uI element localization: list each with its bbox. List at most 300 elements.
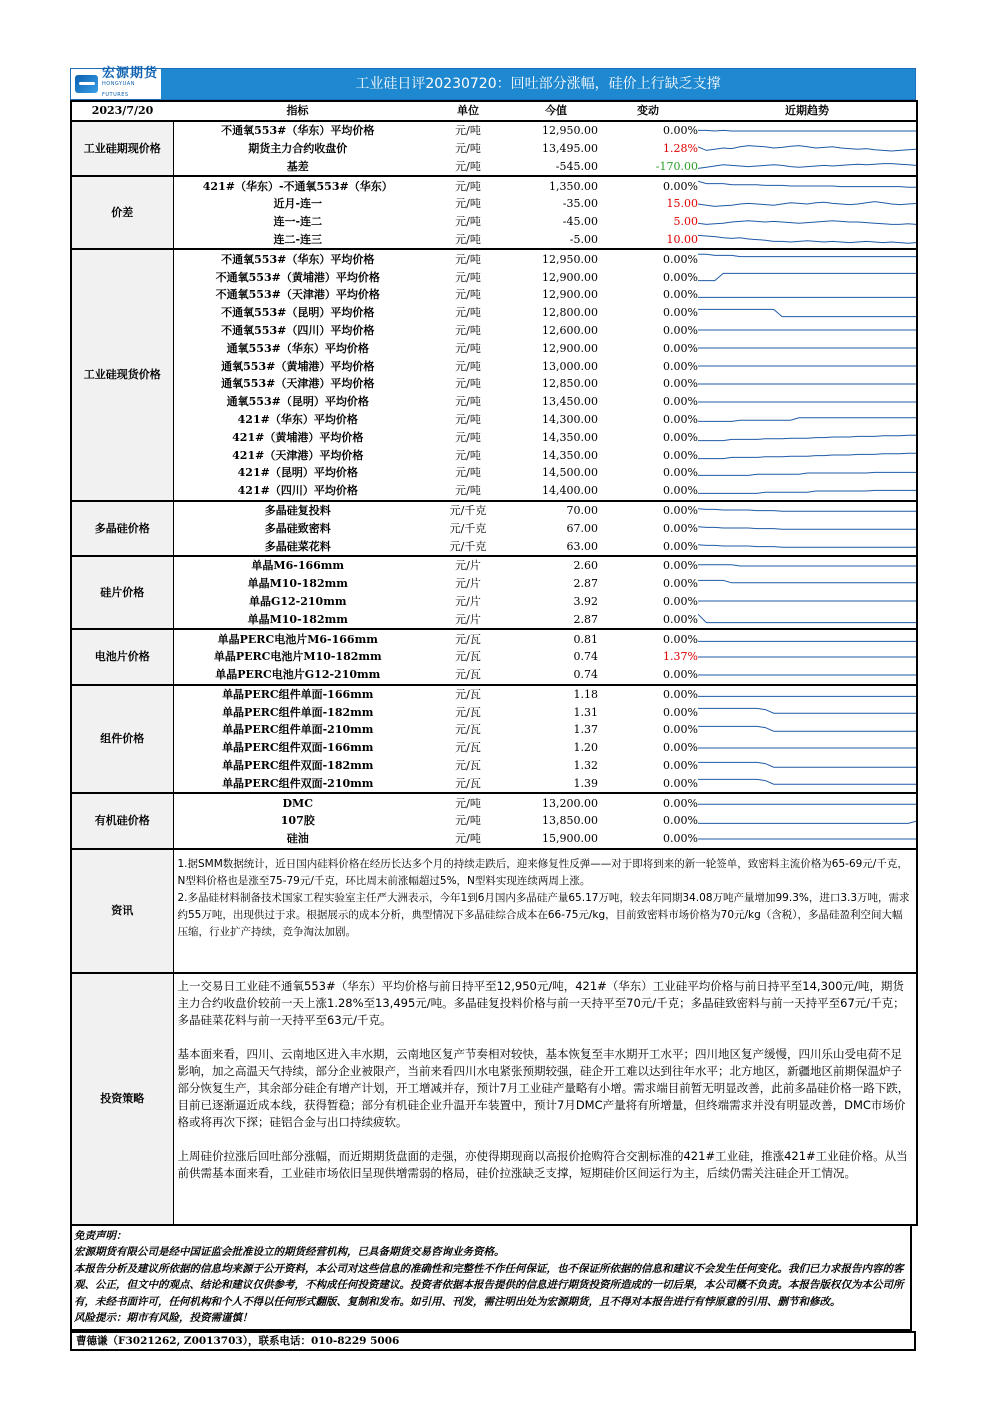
category-label: 硅片价格: [71, 556, 173, 629]
table-row: [71, 213, 917, 231]
indicator-name: 近月-连一: [273, 197, 323, 211]
today-value: 12,600.00: [542, 323, 598, 337]
table-row: [71, 648, 917, 666]
news-item: 1.据SMM数据统计，近日国内硅料价格在经历长达多个月的持续走跌后，迎来修复性反弹——对于即将到来的新一轮签单，致密料主流价格为65-69元/千克，N型料价格也是涨至75-79元/千克，环比周末前涨幅超过5%，N型料实现连续两周上涨。: [177, 857, 908, 887]
change-value: 0.00%: [663, 377, 698, 391]
indicator-name: 不通氧553#（四川）平均价格: [221, 323, 375, 337]
strategy-paragraph: 上周硅价拉涨后回吐部分涨幅，而近期期货盘面的走强，亦使得期现商以高报价抢购符合交割标准的421#工业硅，推涨421#工业硅价格。从当前供需基本面来看，工业硅市场依旧呈现供增需弱的格局，硅价拉涨缺乏支撑，短期硅价区间运行为主，后续仍需关注硅企开工情况。: [177, 1148, 908, 1180]
trend-line: [698, 254, 917, 256]
today-value: 12,900.00: [542, 270, 598, 284]
category-label: 电池片价格: [71, 629, 173, 684]
trend-line: [698, 201, 917, 206]
news-category: 资讯: [71, 849, 173, 973]
trend-sparkline: [698, 196, 917, 212]
change-value: 0.00%: [598, 537, 698, 556]
change-value: 5.00: [673, 215, 698, 229]
trend-line: [698, 418, 917, 422]
indicator-name: 421#（昆明）平均价格: [237, 466, 358, 480]
table-row: [71, 304, 917, 322]
change-value: 0.00%: [663, 179, 698, 193]
unit-cell: 元/吨: [455, 814, 481, 828]
change-value: 0.00%: [663, 466, 698, 480]
table-row: [71, 610, 917, 629]
change-value: 0.00%: [598, 774, 698, 793]
indicator-name: 单晶PERC电池片M10-182mm: [213, 650, 382, 664]
indicator-name: 单晶G12-210mm: [248, 594, 347, 608]
indicator-name: 421#（四川）平均价格: [173, 482, 422, 501]
change-value: 1.28%: [663, 141, 698, 155]
strategy-paragraph: 上一交易日工业硅不通氧553#（华东）平均价格与前日持平至12,950元/吨，421#（华东）工业硅平均价格与前日持平至14,300元/吨，期货主力合约收盘价较前一天上涨1.28%至13,495元/吨。多晶硅复投料价格与前一天持平至70元/千克；多晶硅致密料与前一天持平至67元/千克；多晶硅菜花料与前一天持平至63元/千克。: [177, 978, 905, 1027]
unit-cell: 元/吨: [422, 830, 514, 849]
change-value: 0.00%: [598, 482, 698, 501]
unit-cell: 元/吨: [455, 430, 481, 444]
table-row: [71, 812, 917, 830]
indicator-name: 期货主力合约收盘价: [248, 141, 348, 155]
trend-cell: [698, 575, 917, 593]
unit-cell: 元/吨: [455, 359, 481, 373]
change-value: 0.00%: [663, 796, 698, 810]
table-row: [71, 140, 917, 158]
unit-cell: 元/瓦: [455, 632, 481, 646]
indicator-name: 421#（天津港）平均价格: [232, 448, 364, 462]
unit-cell: 元/瓦: [455, 759, 481, 773]
trend-sparkline: [698, 394, 917, 410]
trend-sparkline: [698, 358, 917, 374]
indicator-name: 单晶PERC组件单面-210mm: [222, 723, 374, 737]
change-value: 0.00%: [663, 359, 698, 373]
today-value: 12,950.00: [542, 252, 598, 266]
trend-sparkline: [698, 429, 917, 445]
change-value: 0.00%: [663, 741, 698, 755]
table-header-row: [71, 101, 917, 121]
today-value: 14,350.00: [542, 430, 598, 444]
indicator-name: 不通氧553#（华东）平均价格: [221, 124, 375, 138]
indicator-name: 通氧553#（华东）平均价格: [226, 341, 369, 355]
unit-cell: 元/瓦: [455, 723, 481, 737]
trend-sparkline: [698, 576, 917, 592]
trend-sparkline: [698, 593, 917, 609]
trend-sparkline: [698, 465, 917, 481]
strategy-row: [71, 973, 917, 1225]
change-value: 0.00%: [663, 412, 698, 426]
trend-line: [698, 146, 917, 151]
indicator-name: DMC: [282, 796, 313, 810]
table-row: [71, 685, 917, 704]
indicator-name: 单晶PERC组件双面-182mm: [222, 759, 374, 773]
indicator-name: 通氧553#（黄埔港）平均价格: [221, 359, 375, 373]
trend-cell: [698, 593, 917, 611]
trend-cell: [698, 721, 917, 739]
table-row: [71, 739, 917, 757]
trend-line: [698, 309, 917, 316]
unit-cell: 元/吨: [455, 252, 481, 266]
indicator-name: 连一-连二: [273, 215, 323, 229]
unit-cell: 元/瓦: [422, 666, 514, 685]
trend-line: [698, 451, 917, 458]
trend-sparkline: [698, 340, 917, 356]
table-row: [71, 703, 917, 721]
indicator-name: 107胶: [280, 814, 315, 828]
indicator-name: 421#（华东）-不通氧553#（华东）: [202, 179, 393, 193]
indicator-name: 多晶硅致密料: [264, 521, 331, 535]
unit-cell: 元/吨: [455, 466, 481, 480]
logo-name-en: HONGYUAN FUTURES: [102, 80, 135, 98]
trend-sparkline: [698, 178, 917, 194]
disclaimer-line: 风险提示：期市有风险，投资需谨慎！: [74, 1312, 253, 1325]
change-value: 0.00%: [663, 503, 698, 517]
analyst-contact: 曹德谦（F3021262, Z0013703），联系电话：010-8229 5006: [70, 1331, 916, 1351]
unit-cell: 元/吨: [455, 323, 481, 337]
indicator-name: 通氧553#（昆明）平均价格: [226, 395, 369, 409]
indicator-name: 通氧553#（天津港）平均价格: [221, 377, 375, 391]
unit-cell: 元/瓦: [455, 705, 481, 719]
unit-cell: 元/片: [422, 610, 514, 629]
trend-cell: [698, 446, 917, 464]
table-row: [71, 629, 917, 648]
change-value: 1.37%: [663, 650, 698, 664]
disclaimer-title: 免责声明：: [74, 1229, 127, 1242]
today-value: 2.87: [573, 577, 598, 591]
table-row: [71, 322, 917, 340]
today-value: 0.74: [514, 666, 598, 685]
table-row: [71, 286, 917, 304]
trend-cell: [698, 393, 917, 411]
table-row: [71, 721, 917, 739]
trend-sparkline: [698, 611, 917, 627]
unit-cell: 元/瓦: [455, 687, 481, 701]
unit-cell: 元/瓦: [422, 774, 514, 793]
trend-cell: [698, 501, 917, 520]
table-row: [71, 268, 917, 286]
today-value: -35.00: [562, 197, 598, 211]
unit-cell: 元/吨: [422, 482, 514, 501]
trend-sparkline: [698, 795, 917, 811]
today-value: 14,350.00: [542, 448, 598, 462]
trend-line: [698, 709, 917, 714]
report-title: 工业硅日评20230720：回吐部分涨幅，硅价上行缺乏支撑: [355, 76, 721, 92]
table-row: [71, 176, 917, 195]
trend-sparkline: [698, 376, 917, 392]
trend-cell: [698, 739, 917, 757]
table-row: [71, 666, 917, 685]
today-value: 12,900.00: [542, 341, 598, 355]
indicator-name: 单晶PERC组件双面-166mm: [222, 741, 374, 755]
today-value: 12,850.00: [542, 377, 598, 391]
news-item: 2.多晶硅材料制备技术国家工程实验室主任严大洲表示，今年1到6月国内多晶硅产量65.17万吨，较去年同期34.08万吨产量增加99.3%，进口3.3万吨，需求约55万吨，出现供过于求。根据展示的成本分析，典型情况下多晶硅综合成本在66-75元/kg，目前致密料市场价格为70元/kg（含税），多晶硅盈利空间大幅压缩，行业扩产持续，竞争淘汰加剧。: [177, 891, 910, 938]
unit-cell: 元/吨: [455, 306, 481, 320]
trend-sparkline: [698, 775, 917, 791]
trend-cell: [698, 195, 917, 213]
today-value: 13,850.00: [542, 814, 598, 828]
trend-cell: [698, 812, 917, 830]
trend-sparkline: [698, 558, 917, 574]
indicator-name: 不通氧553#（华东）平均价格: [221, 252, 375, 266]
trend-line: [698, 489, 917, 493]
unit-cell: 元/片: [455, 577, 481, 591]
trend-cell: [698, 231, 917, 250]
today-value: 14,400.00: [514, 482, 598, 501]
unit-cell: 元/吨: [455, 341, 481, 355]
trend-cell: [698, 357, 917, 375]
header-today: 今值: [514, 101, 598, 121]
table-row: [71, 482, 917, 501]
strategy-paragraph: 基本面来看，四川、云南地区进入丰水期，云南地区复产节奏相对较快，基本恢复至丰水期开工水平；四川地区复产缓慢，四川乐山受电荷不足影响，加之高温天气持续，部分企业被限产，当前来看四川水电紧张预期较强，硅企开工难以达到往年水平；北方地区，新疆地区前期保温炉子部分恢复生产，其余部分硅企有增产计划，开工增减并存，预计7月工业硅产量略有小增。需求端目前暂无明显改善，此前多晶硅价格一路下跌，目前已逐渐逼近成本线，获得暂稳；部分有机硅企业升温开车装置中，预计7月DMC产量将有所增量，但终端需求并没有明显改善，DMC市场价格或将再次下探；硅铝合金与出口持续疲软。: [177, 1046, 910, 1129]
indicator-name: 不通氧553#（天津港）平均价格: [215, 288, 380, 302]
today-value: 0.81: [573, 632, 598, 646]
trend-line: [698, 545, 917, 547]
trend-cell: [698, 176, 917, 195]
table-row: [71, 556, 917, 575]
table-row: [71, 537, 917, 556]
trend-sparkline: [698, 831, 917, 847]
trend-line: [698, 580, 917, 582]
unit-cell: 元/吨: [455, 141, 481, 155]
trend-cell: [698, 322, 917, 340]
unit-cell: 元/片: [455, 594, 481, 608]
trend-line: [698, 726, 917, 731]
unit-cell: 元/瓦: [455, 741, 481, 755]
change-value: 0.00%: [663, 559, 698, 573]
trend-line: [698, 762, 917, 767]
trend-cell: [698, 610, 917, 629]
today-value: -45.00: [562, 215, 598, 229]
trend-sparkline: [698, 520, 917, 536]
trend-line: [698, 236, 917, 244]
table-row: [71, 157, 917, 176]
trend-line: [698, 434, 917, 441]
trend-cell: [698, 537, 917, 556]
category-label: 组件价格: [71, 685, 173, 794]
trend-cell: [698, 629, 917, 648]
change-value: 0.00%: [663, 521, 698, 535]
disclaimer-line: 宏源期货有限公司是经中国证监会批准设立的期货经营机构，已具备期货交易咨询业务资格。: [74, 1246, 505, 1259]
change-value: 0.00%: [663, 723, 698, 737]
indicator-name: 421#（华东）平均价格: [237, 412, 358, 426]
today-value: 1.32: [573, 759, 598, 773]
trend-cell: [698, 519, 917, 537]
change-value: 0.00%: [663, 814, 698, 828]
strategy-content: [173, 973, 917, 1225]
table-row: [71, 195, 917, 213]
header-unit: 单位: [422, 101, 514, 121]
indicator-name: 单晶PERC组件双面-210mm: [173, 774, 422, 793]
trend-sparkline: [698, 322, 917, 338]
trend-cell: [698, 286, 917, 304]
unit-cell: 元/千克: [449, 521, 487, 535]
indicator-name: 不通氧553#（昆明）平均价格: [221, 306, 375, 320]
table-row: [71, 774, 917, 793]
indicator-name: 单晶PERC组件单面-166mm: [222, 687, 374, 701]
change-value: 0.00%: [663, 687, 698, 701]
today-value: 1,350.00: [549, 179, 598, 193]
trend-sparkline: [698, 704, 917, 720]
price-table: [70, 100, 918, 1226]
change-value: 0.00%: [663, 288, 698, 302]
trend-cell: [698, 666, 917, 685]
category-label: 工业硅期现价格: [71, 121, 173, 176]
header-trend: 近期趋势: [698, 101, 917, 121]
trend-line: [698, 273, 917, 280]
today-value: 1.37: [573, 723, 598, 737]
unit-cell: 元/吨: [455, 124, 481, 138]
category-label: 有机硅价格: [71, 793, 173, 848]
table-row: [71, 411, 917, 429]
trend-cell: [698, 428, 917, 446]
trend-line: [698, 164, 917, 169]
indicator-name: 单晶PERC电池片M6-166mm: [217, 632, 378, 646]
trend-cell: [698, 830, 917, 849]
table-row: [71, 464, 917, 482]
trend-sparkline: [698, 447, 917, 463]
today-value: 63.00: [514, 537, 598, 556]
trend-sparkline: [698, 287, 917, 303]
change-value: 0.00%: [663, 632, 698, 646]
table-row: [71, 357, 917, 375]
disclaimer-line: 本报告分析及建议所依据的信息均来源于公开资料，本公司对这些信息的准确性和完整性不作任何保证，也不保证所依据的信息和建议不会发生任何变化。我们已力求报告内容的客观、公正，但文中的观点、结论和建议仅供参考，不构成任何投资建议。投资者依据本报告提供的信息进行期货投资所造成的一切后果，本公司概不负责。本报告版权仅为本公司所有，未经书面许可，任何机构和个人不得以任何形式翻版、复制和发布。如引用、刊发，需注明出处为宏源期货，且不得对本报告进行有悖原意的引用、删节和修改。: [74, 1262, 904, 1308]
trend-sparkline: [698, 305, 917, 321]
trend-cell: [698, 213, 917, 231]
category-label: 工业硅现货价格: [71, 249, 173, 500]
trend-sparkline: [698, 740, 917, 756]
change-value: 0.00%: [663, 395, 698, 409]
trend-sparkline: [698, 538, 917, 554]
trend-cell: [698, 140, 917, 158]
table-row: [71, 793, 917, 812]
category-label: 多晶硅价格: [71, 501, 173, 556]
trend-sparkline: [698, 502, 917, 518]
today-value: 13,200.00: [542, 796, 598, 810]
today-value: 14,300.00: [542, 412, 598, 426]
unit-cell: 元/吨: [455, 395, 481, 409]
trend-line: [698, 472, 917, 475]
table-row: [71, 501, 917, 520]
trend-sparkline: [698, 667, 917, 683]
indicator-name: 硅油: [173, 830, 422, 849]
change-value: 0.00%: [663, 448, 698, 462]
trend-cell: [698, 249, 917, 268]
trend-cell: [698, 793, 917, 812]
trend-line: [698, 130, 917, 131]
trend-cell: [698, 121, 917, 140]
unit-cell: 元/吨: [455, 796, 481, 810]
table-row: [71, 339, 917, 357]
trend-sparkline: [698, 251, 917, 267]
trend-line: [698, 181, 917, 187]
disclaimer: [70, 1226, 912, 1331]
header-indicator: 指标: [173, 101, 422, 121]
trend-sparkline: [698, 686, 917, 702]
trend-line: [698, 220, 917, 225]
today-value: 12,950.00: [542, 124, 598, 138]
unit-cell: 元/吨: [422, 157, 514, 176]
table-row: [71, 393, 917, 411]
trend-sparkline: [698, 140, 917, 156]
indicator-name: 单晶M6-166mm: [251, 559, 345, 573]
trend-cell: [698, 703, 917, 721]
indicator-name: 单晶PERC电池片G12-210mm: [173, 666, 422, 685]
trend-sparkline: [698, 649, 917, 665]
change-value: 0.00%: [663, 306, 698, 320]
trend-line: [698, 527, 917, 529]
trend-sparkline: [698, 758, 917, 774]
today-value: 70.00: [566, 503, 598, 517]
table-row: [71, 231, 917, 250]
today-value: 3.92: [573, 594, 598, 608]
indicator-name: 单晶M10-182mm: [173, 610, 422, 629]
trend-line: [698, 565, 917, 566]
today-value: 14,500.00: [542, 466, 598, 480]
header-change: 变动: [598, 101, 698, 121]
unit-cell: 元/吨: [422, 231, 514, 250]
indicator-name: 基差: [173, 157, 422, 176]
table-row: [71, 593, 917, 611]
indicator-name: 连二-连三: [173, 231, 422, 250]
trend-cell: [698, 464, 917, 482]
trend-cell: [698, 648, 917, 666]
table-row: [71, 249, 917, 268]
trend-sparkline: [698, 214, 917, 230]
change-value: 0.00%: [598, 666, 698, 685]
trend-cell: [698, 411, 917, 429]
trend-sparkline: [698, 158, 917, 174]
indicator-name: 单晶M10-182mm: [247, 577, 348, 591]
table-row: [71, 757, 917, 775]
change-value: 0.00%: [663, 705, 698, 719]
today-value: 12,800.00: [542, 306, 598, 320]
unit-cell: 元/瓦: [455, 650, 481, 664]
trend-cell: [698, 685, 917, 704]
indicator-name: 单晶PERC组件单面-182mm: [222, 705, 374, 719]
change-value: 0.00%: [663, 252, 698, 266]
unit-cell: 元/片: [455, 559, 481, 573]
today-value: 1.39: [514, 774, 598, 793]
today-value: -5.00: [514, 231, 598, 250]
unit-cell: 元/吨: [455, 215, 481, 229]
change-value: 10.00: [598, 231, 698, 250]
category-label: 价差: [71, 176, 173, 249]
unit-cell: 元/吨: [455, 197, 481, 211]
header-date: 2023/7/20: [71, 101, 173, 121]
trend-cell: [698, 774, 917, 793]
today-value: 13,450.00: [542, 395, 598, 409]
report-header: [70, 65, 916, 100]
news-row: [71, 849, 917, 973]
change-value: 0.00%: [663, 430, 698, 444]
trend-sparkline: [698, 269, 917, 285]
trend-cell: [698, 157, 917, 176]
table-row: [71, 375, 917, 393]
indicator-name: 多晶硅菜花料: [173, 537, 422, 556]
trend-cell: [698, 375, 917, 393]
trend-cell: [698, 304, 917, 322]
trend-cell: [698, 339, 917, 357]
today-value: 15,900.00: [514, 830, 598, 849]
change-value: 0.00%: [598, 830, 698, 849]
trend-sparkline: [698, 231, 917, 247]
indicator-name: 不通氧553#（黄埔港）平均价格: [215, 270, 380, 284]
unit-cell: 元/千克: [422, 537, 514, 556]
change-value: 0.00%: [598, 610, 698, 629]
logo-icon: [75, 75, 98, 93]
change-value: 0.00%: [663, 594, 698, 608]
today-value: 1.18: [573, 687, 598, 701]
table-row: [71, 519, 917, 537]
today-value: 2.87: [514, 610, 598, 629]
unit-cell: 元/吨: [455, 179, 481, 193]
change-value: 0.00%: [663, 577, 698, 591]
today-value: 12,900.00: [542, 288, 598, 302]
trend-cell: [698, 482, 917, 501]
